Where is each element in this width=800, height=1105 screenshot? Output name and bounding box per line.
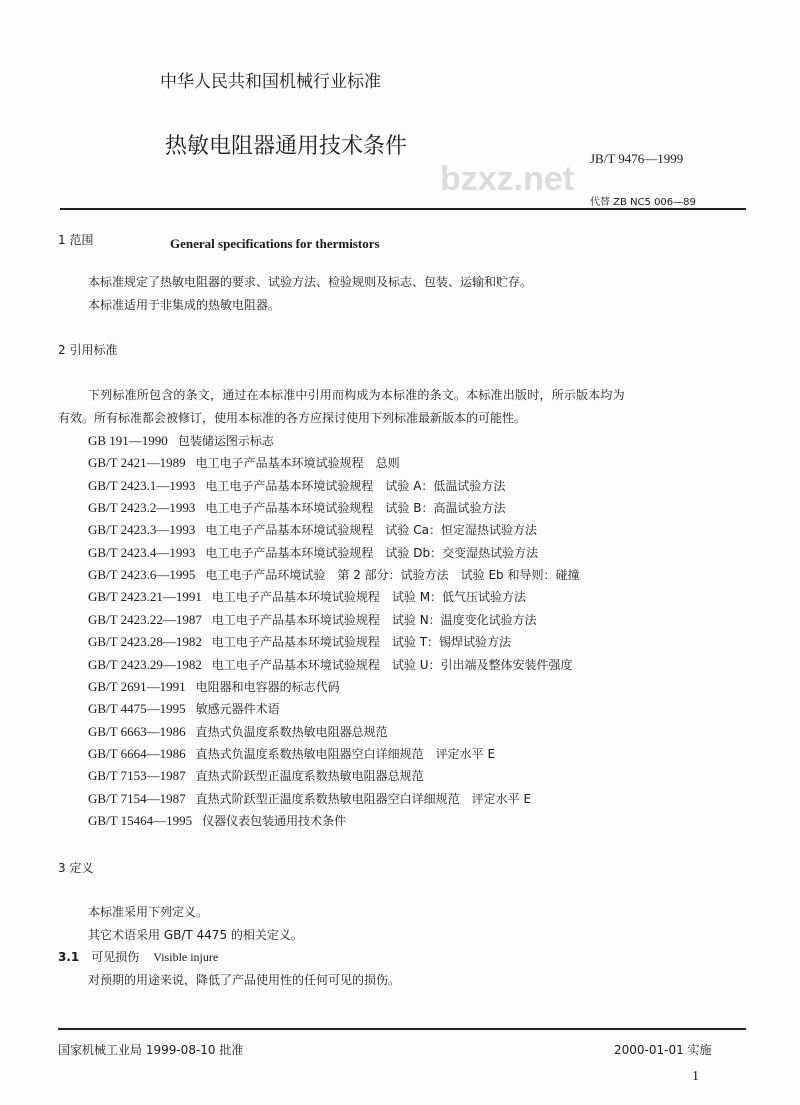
section-1-text: 本标准规定了热敏电阻器的要求、试验方法、检验规则及标志、包装、运输和贮存。 [88, 275, 533, 289]
reference-item [88, 635, 511, 648]
reference-item [88, 814, 346, 827]
reference-code: GB/T 2423.28—1982 [88, 634, 202, 650]
section-2-text: 有效。所有标准都会被修订，使用本标准的各方应探讨使用下列标准最新版本的可能性。 [58, 411, 527, 425]
reference-item [88, 501, 505, 514]
reference-title: 电工电子产品基本环境试验规程 试验 Db：交变湿热试验方法 [205, 545, 539, 560]
reference-item [88, 769, 424, 782]
reference-title: 直热式负温度系数热敏电阻器空白详细规范 评定水平 E [195, 746, 496, 761]
reference-title: 电工电子产品基本环境试验规程 总则 [195, 456, 400, 471]
reference-title: 敏感元器件术语 [195, 702, 280, 717]
reference-title: 电工电子产品基本环境试验规程 试验 N：温度变化试验方法 [211, 612, 537, 627]
reference-code: GB/T 2423.1—1993 [88, 477, 196, 493]
reference-code: GB/T 15464—1995 [88, 812, 193, 828]
watermark: bzxz.net [440, 160, 575, 198]
reference-code: GB 191—1990 [88, 433, 168, 448]
reference-item [88, 747, 495, 760]
reference-item [88, 434, 274, 447]
reference-title: 直热式阶跃型正温度系数热敏电阻器空白详细规范 评定水平 E [195, 791, 532, 806]
reference-code: GB/T 6664—1986 [88, 745, 186, 761]
reference-title: 电工电子产品基本环境试验规程 试验 A：低温试验方法 [205, 478, 506, 493]
reference-code: GB/T 2423.4—1993 [88, 544, 196, 560]
section-3-heading: 3 定义 [58, 861, 94, 875]
document-title-english: General specifications for thermistors [170, 236, 380, 251]
reference-title: 电工电子产品基本环境试验规程 试验 Ca：恒定湿热试验方法 [205, 523, 537, 538]
reference-title: 仪器仪表包装通用技术条件 [202, 813, 347, 828]
reference-code: GB/T 2423.3—1993 [88, 522, 196, 538]
section-2-heading: 2 引用标准 [58, 343, 118, 357]
effective-date: 2000-01-01 实施 [614, 1043, 712, 1057]
reference-code: GB/T 2423.2—1993 [88, 500, 196, 516]
subsection-number: 3.1 [58, 950, 80, 964]
reference-code: GB/T 7154—1987 [88, 790, 186, 806]
reference-title: 电工电子产品环境试验 第 2 部分：试验方法 试验 Eb 和导则：碰撞 [205, 568, 580, 583]
reference-code: GB/T 4475—1995 [88, 701, 186, 717]
footer-divider [58, 1028, 746, 1030]
reference-item [88, 792, 531, 805]
reference-code: GB/T 6663—1986 [88, 723, 186, 739]
reference-title: 电工电子产品基本环境试验规程 试验 U：引出端及整体安装件强度 [211, 657, 573, 672]
reference-item [88, 590, 526, 603]
approval-date: 国家机械工业局 1999-08-10 批准 [58, 1043, 244, 1057]
reference-item [88, 456, 400, 469]
subsection-3-1-heading [58, 951, 218, 963]
reference-item [88, 680, 340, 693]
reference-item [88, 725, 388, 738]
reference-item [88, 479, 505, 492]
term-en: Visible injure [153, 950, 219, 964]
reference-item [88, 546, 538, 559]
reference-item [88, 658, 573, 671]
reference-title: 直热式阶跃型正温度系数热敏电阻器总规范 [195, 769, 424, 784]
reference-item [88, 613, 537, 626]
reference-item [88, 568, 580, 581]
page-number: 1 [692, 1069, 699, 1084]
section-3-text: 本标准采用下列定义。 [88, 905, 209, 919]
section-3-text: 其它术语采用 GB/T 4475 的相关定义。 [88, 928, 303, 942]
reference-code: GB/T 2423.29—1982 [88, 656, 202, 672]
term-cn: 可见损伤 [91, 950, 140, 964]
definition-text: 对预期的用途来说，降低了产品使用性的任何可见的损伤。 [88, 973, 401, 987]
reference-title: 电阻器和电容器的标志代码 [195, 679, 340, 694]
reference-code: GB/T 2423.22—1987 [88, 611, 202, 627]
reference-code: GB/T 7153—1987 [88, 768, 186, 784]
reference-code: GB/T 2423.21—1991 [88, 589, 202, 605]
document-title: 热敏电阻器通用技术条件 [165, 134, 408, 159]
header-divider [60, 208, 746, 210]
replaces-code: 代替 ZB NC5 006—89 [590, 197, 696, 208]
reference-code: GB/T 2691—1991 [88, 678, 186, 694]
reference-item [88, 702, 280, 715]
section-2-text: 下列标准所包含的条文，通过在本标准中引用而构成为本标准的条文。本标准出版时，所示版本均为 [88, 388, 625, 402]
reference-title: 电工电子产品基本环境试验规程 试验 T：锡焊试验方法 [211, 635, 512, 650]
reference-title: 电工电子产品基本环境试验规程 试验 B：高温试验方法 [205, 501, 506, 516]
reference-code: GB/T 2423.6—1995 [88, 567, 196, 583]
reference-title: 电工电子产品基本环境试验规程 试验 M：低气压试验方法 [211, 590, 527, 605]
reference-code: GB/T 2421—1989 [88, 455, 186, 471]
section-1-text: 本标准适用于非集成的热敏电阻器。 [88, 298, 281, 312]
reference-title: 包装储运图示标志 [177, 434, 274, 448]
reference-title: 直热式负温度系数热敏电阻器总规范 [195, 724, 388, 739]
issuing-standard-body: 中华人民共和国机械行业标准 [160, 72, 381, 92]
reference-item [88, 523, 537, 536]
section-1-heading: 1 范围 [58, 233, 94, 247]
standard-code: JB/T 9476—1999 [590, 151, 684, 166]
